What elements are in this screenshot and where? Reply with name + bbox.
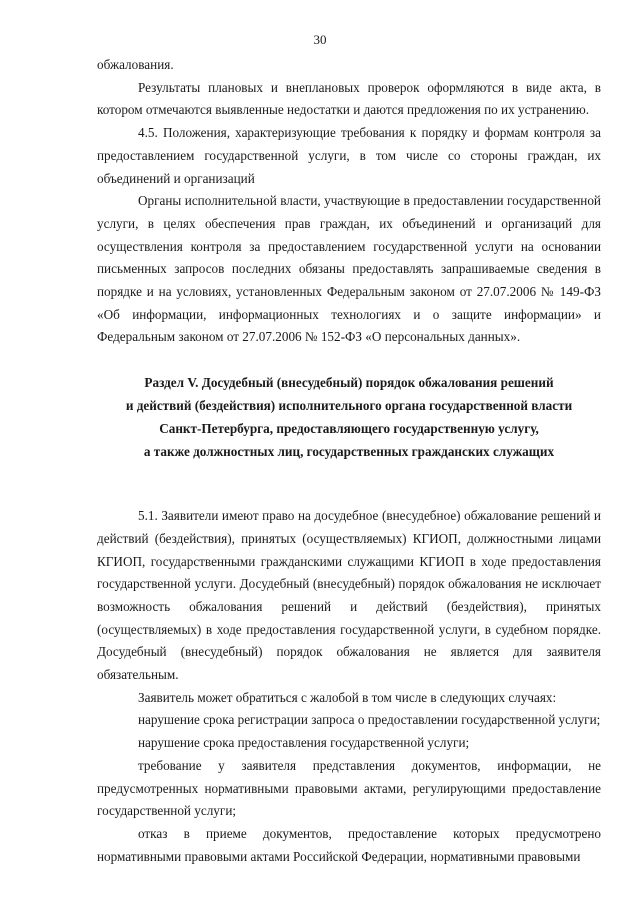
section-heading-line-2: и действий (бездействия) исполнительного органа государственной власти bbox=[125, 398, 573, 414]
section-heading-line-3: Санкт-Петербурга, предоставляющего государственную услугу, bbox=[159, 421, 539, 437]
list-item-extra-documents: требование у заявителя представления документов, информации, не предусмотренных нормативными правовыми актами, регулирующими предоставление государственной услуги; bbox=[97, 757, 601, 819]
section-heading-line-4: а также должностных лиц, государственных гражданских служащих bbox=[143, 444, 555, 460]
document-body bbox=[97, 54, 601, 868]
section-v-heading bbox=[97, 371, 601, 463]
paragraph-executive-bodies: Органы исполнительной власти, участвующие в предоставлении государственной услуги, в целях обеспечения прав граждан, их объединений и организаций для осуществления контроля за предоставлением государственной услуги на основании письменных запросов последних обязаны предоставлять запрашиваемые сведения в порядке и на условиях, установленных Федеральным законом от 27.07.2006 № 149-ФЗ «Об информации, информационных технологиях и о защите информации» и Федеральным законом от 27.07.2006 № 152-ФЗ «О персональных данных». bbox=[97, 193, 601, 345]
list-item-service-delay: нарушение срока предоставления государственной услуги; bbox=[138, 735, 470, 751]
section-heading-line-1: Раздел V. Досудебный (внесудебный) порядок обжалования решений bbox=[144, 375, 554, 391]
paragraph-complaint-cases: Заявитель может обратиться с жалобой в том числе в следующих случаях: bbox=[138, 689, 557, 705]
paragraph-appeal-continuation: обжалования. bbox=[97, 57, 174, 72]
section-v-body bbox=[97, 505, 601, 868]
paragraph-inspection-results: Результаты плановых и внеплановых проверок оформляются в виде акта, в котором отмечаются выявленные недостатки и даются предложения по их устранению. bbox=[97, 79, 601, 118]
list-item-registration-delay: нарушение срока регистрации запроса о предоставлении государственной услуги; bbox=[138, 712, 601, 728]
list-item-refusal: отказ в приеме документов, предоставление которых предусмотрено нормативными правовыми актами Российской Федерации, нормативными правовыми bbox=[97, 825, 601, 864]
page-number: 30 bbox=[313, 32, 327, 47]
paragraph-5-1: 5.1. Заявители имеют право на досудебное (внесудебное) обжалование решений и действий (бездействия), принятых (осуществляемых) КГИОП, должностными лицами КГИОП, государственными гражданскими служащими КГИОП в ходе предоставления государственной услуги. Досудебный (внесудебный) порядок обжалования не исключает возможность обжалования решений и действий (бездействия), принятых (осуществляемых) в ходе предоставления государственной услуги, в судебном порядке. Досудебный (внесудебный) порядок обжалования не является для заявителя обязательным. bbox=[97, 508, 601, 683]
paragraph-4-5: 4.5. Положения, характеризующие требования к порядку и формам контроля за предоставлением государственной услуги, в том числе со стороны граждан, их объединений и организаций bbox=[97, 125, 601, 186]
